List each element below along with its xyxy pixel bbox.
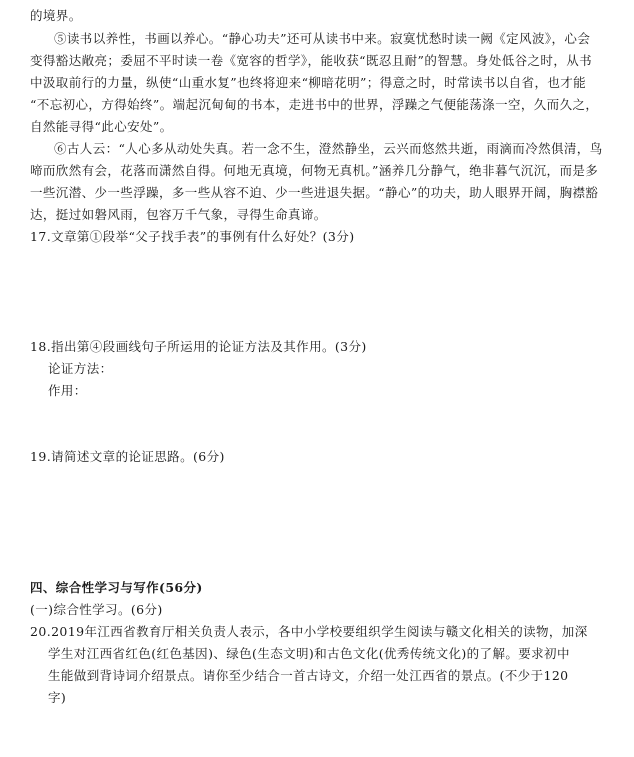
para5-line-4: “不忘初心，方得始终”。端起沉甸甸的书本，走进书中的世界，浮躁之气便能荡涤一空，久而久之， xyxy=(30,97,599,112)
para6-line-1: ⑥古人云：“人心多从动处失真。若一念不生，澄然静坐，云兴而悠然共逝，雨滴而冷然俱清，鸟 xyxy=(54,141,603,156)
question-17: 17.文章第①段举“父子找手表”的事例有什么好处？(3分) xyxy=(30,229,355,244)
para5-line-1: ⑤读书以养性，书画以养心。“静心功夫”还可从读书中来。寂寞忧愁时读一阙《定风波》，心会 xyxy=(54,31,591,46)
q20-line-4: 字) xyxy=(48,690,67,705)
para5-line-5: 自然能寻得“此心安处”。 xyxy=(30,119,173,134)
q20-line-3: 生能做到背诗词介绍景点。请你至少结合一首古诗文，介绍一处江西省的景点。(不少于120 xyxy=(48,668,569,683)
section-4-heading: 四、综合性学习与写作(56分) xyxy=(30,580,203,595)
para6-line-3: 一些沉潜、少一些浮躁，多一些从容不迫、少一些进退失据。“静心”的功夫，助人眼界开阔，胸襟豁 xyxy=(30,185,599,200)
passage-line-0: 的境界。 xyxy=(30,8,82,23)
q18-effect-label: 作用： xyxy=(48,383,87,398)
para5-line-2: 变得豁达敞亮；委屈不平时读一卷《宽容的哲学》，能收获“既忍且耐”的智慧。身处低谷之时，从书 xyxy=(30,53,593,68)
q18-method-label: 论证方法： xyxy=(48,361,113,376)
section-4-subheading: (一)综合性学习。(6分) xyxy=(30,602,163,617)
question-19: 19.请简述文章的论证思路。(6分) xyxy=(30,449,225,464)
q20-line-2: 学生对江西省红色(红色基因)、绿色(生态文明)和古色文化(优秀传统文化)的了解。要求初中 xyxy=(48,646,570,661)
para6-line-4: 达，挺过如磐风雨，包容万千气象，寻得生命真谛。 xyxy=(30,207,327,222)
para6-line-2: 啼而欣然有会，花落而潇然自得。何地无真境，何物无真机。”涵养几分静气，绝非暮气沉沉，而是多 xyxy=(30,163,599,178)
q20-line-1: 20.2019年江西省教育厅相关负责人表示，各中小学校要组织学生阅读与赣文化相关的读物，加深 xyxy=(30,624,588,639)
question-18: 18.指出第④段画线句子所运用的论证方法及其作用。(3分) xyxy=(30,339,367,354)
para5-line-3: 中汲取前行的力量，纵使“山重水复”也终将迎来“柳暗花明”；得意之时，时常读书以自省，也才能 xyxy=(30,75,587,90)
